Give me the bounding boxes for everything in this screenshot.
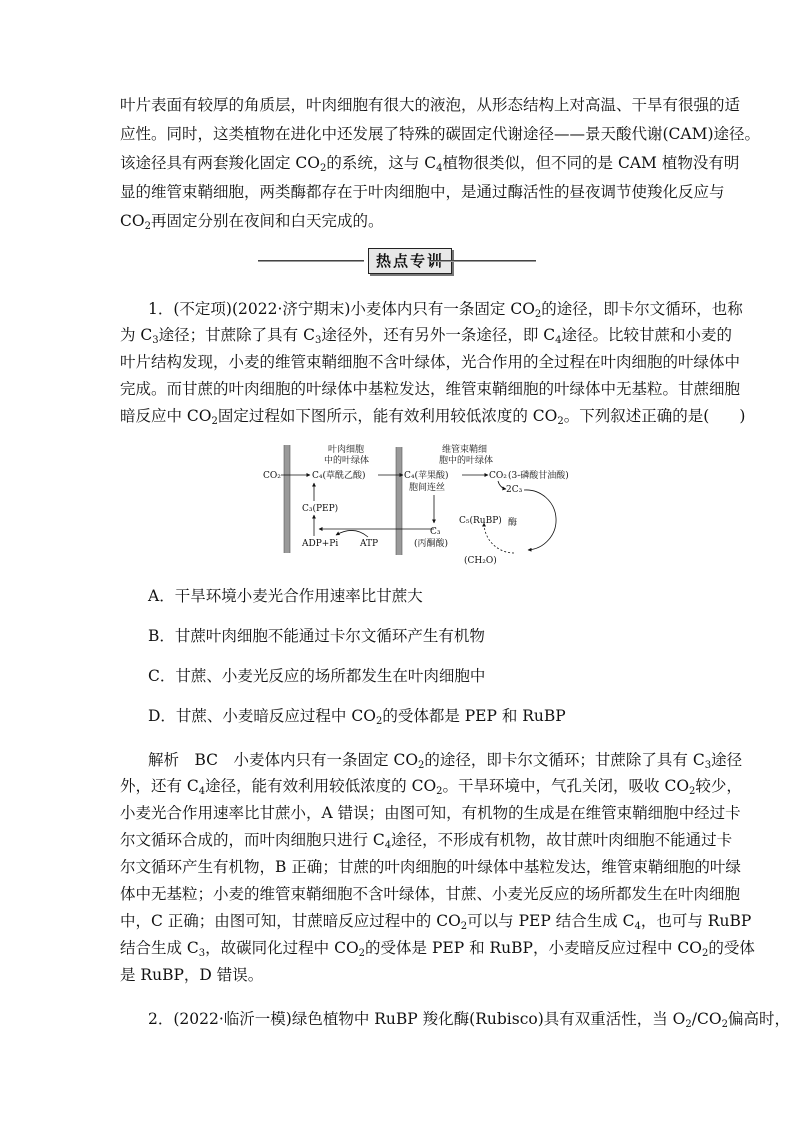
intro-line-2: 应性。同时，这类植物在进化中还发展了特殊的碳固定代谢途径——景天酸代谢(CAM)途径。: [120, 125, 761, 143]
label-atp: ATP: [360, 539, 379, 549]
option-a: A．干旱环境小麦光合作用速率比甘蔗大: [148, 587, 423, 605]
intro-line-4: 显的维管束鞘细胞，两类酶都存在于叶肉细胞中，是通过酶活性的昼夜调节使羧化反应与: [120, 183, 725, 201]
analysis-line-1: 解析 BC 小麦体内只有一条固定 $CO_2$的途径，即卡尔文循环；甘蔗除了具有 $C_3$途径: [148, 751, 743, 771]
label-co2-bundle: CO₂: [489, 471, 507, 481]
question1-line-3: 叶片结构发现，小麦的维管束鞘细胞不含叶绿体，光合作用的全过程在叶肉细胞的叶绿体中: [120, 353, 741, 371]
option-d: D．甘蔗、小麦暗反应过程中 $CO_2$的受体都是 PEP 和 RuBP: [148, 707, 566, 727]
label-c3: C₃: [430, 527, 441, 537]
label-bundle-chloroplast: 胞中的叶绿体: [439, 456, 494, 466]
label-enzyme: 酶: [508, 518, 518, 528]
intro-line-1: 叶片表面有较厚的角质层，叶肉细胞有很大的液泡，从形态结构上对高温、干旱有很强的适: [120, 96, 741, 114]
arrow-atp-to-adp: [336, 530, 368, 537]
question1-line-1: 1．(不定项)(2022·济宁期末)小麦体内只有一条固定 $CO_2$的途径，即卡尔文循环，也称: [148, 300, 743, 320]
cell-wall-middle: [396, 447, 402, 555]
label-pga: (3-磷酸甘油酸): [508, 471, 569, 481]
cell-wall-left: [284, 445, 290, 553]
label-adp-pi: ADP+Pi: [302, 539, 339, 549]
question1-line-4: 完成。而甘蔗的叶肉细胞的叶绿体中基粒发达，维管束鞘细胞的叶绿体中无基粒。甘蔗细胞: [120, 380, 741, 398]
label-plasmodesmata: 胞间连丝: [409, 483, 446, 493]
analysis-line-4: 尔文循环合成的，而叶肉细胞只进行 $C_4$途径，不形成有机物，故甘蔗叶肉细胞不能通过卡: [120, 831, 733, 851]
analysis-line-3: 小麦光合作用速率比甘蔗小，A 错误；由图可知，有机物的生成是在维管束鞘细胞中经过卡: [120, 804, 741, 822]
label-c4-oxaloacetate: C₄(草酰乙酸): [312, 471, 366, 481]
intro-line-3: 该途径具有两套羧化固定 $CO_2$的系统，这与 $C_4$植物很类似，但不同的是 CAM 植物没有明: [120, 154, 740, 174]
heading-rule-left: [258, 260, 364, 262]
label-mesophyll: 叶肉细胞: [328, 445, 365, 455]
label-c5-rubp: C₅(RuBP): [459, 516, 502, 526]
analysis-line-2: 外，还有 $C_4$途径，能有效利用较低浓度的 $CO_2$。干旱环境中，气孔关闭，吸收 $CO_2$较少，: [120, 777, 742, 797]
option-b: B．甘蔗叶肉细胞不能通过卡尔文循环产生有机物: [148, 627, 485, 645]
section-heading: [258, 246, 536, 276]
analysis-line-9: 是 RuBP，D 错误。: [120, 966, 264, 984]
option-c: C．甘蔗、小麦光反应的场所都发生在叶肉细胞中: [148, 667, 486, 685]
analysis-line-7: 中，C 正确；由图可知，甘蔗暗反应过程中的 $CO_2$可以与 PEP 结合生成 $C_4$，也可与 RuBP: [120, 912, 752, 932]
label-2c3: 2C₃: [506, 485, 523, 495]
question1-line-5: 暗反应中 $CO_2$固定过程如下图所示，能有效利用较低浓度的 $CO_2$。下列叙述正确的是( ): [120, 407, 746, 427]
analysis-line-6: 体中无基粒；小麦的维管束鞘细胞不含叶绿体，甘蔗、小麦光反应的场所都发生在叶肉细胞: [120, 885, 741, 903]
label-pyruvate: (丙酮酸): [414, 539, 449, 549]
question2-line-1: 2．(2022·临沂一模)绿色植物中 RuBP 羧化酶(Rubisco)具有双重活性，当 $O_2/CO_2$偏高时，: [148, 1010, 790, 1030]
c4-pathway-diagram: [262, 443, 569, 567]
section-heading-badge: 热点专训: [368, 248, 452, 274]
analysis-line-5: 尔文循环产生有机物，B 正确；甘蔗的叶肉细胞的叶绿体中基粒发达，维管束鞘细胞的叶绿: [120, 858, 741, 876]
label-bundle-sheath: 维管束鞘细: [442, 445, 488, 455]
heading-rule-right: [430, 260, 536, 262]
calvin-cycle-arc: [524, 490, 556, 550]
arrow-co2-to-2c3: [498, 481, 506, 489]
label-c4-malate: C₄(苹果酸): [404, 471, 449, 481]
analysis-line-8: 结合生成 $C_3$，故碳同化过程中 $CO_2$的受体是 PEP 和 RuBP，小麦暗反应过程中 $CO_2$的受体: [120, 939, 755, 959]
label-mesophyll-chloroplast: 中的叶绿体: [324, 456, 370, 466]
label-ch2o: (CH₂O): [464, 556, 497, 566]
intro-line-5: $CO_2$再固定分别在夜间和白天完成的。: [120, 212, 384, 232]
label-c3-pep: C₃(PEP): [302, 504, 339, 514]
label-co2-in: CO₂: [263, 471, 281, 481]
question1-line-2: 为 $C_3$途径；甘蔗除了具有 $C_3$途径外，还有另外一条途径，即 $C_4$途径。比较甘蔗和小麦的: [120, 326, 733, 346]
